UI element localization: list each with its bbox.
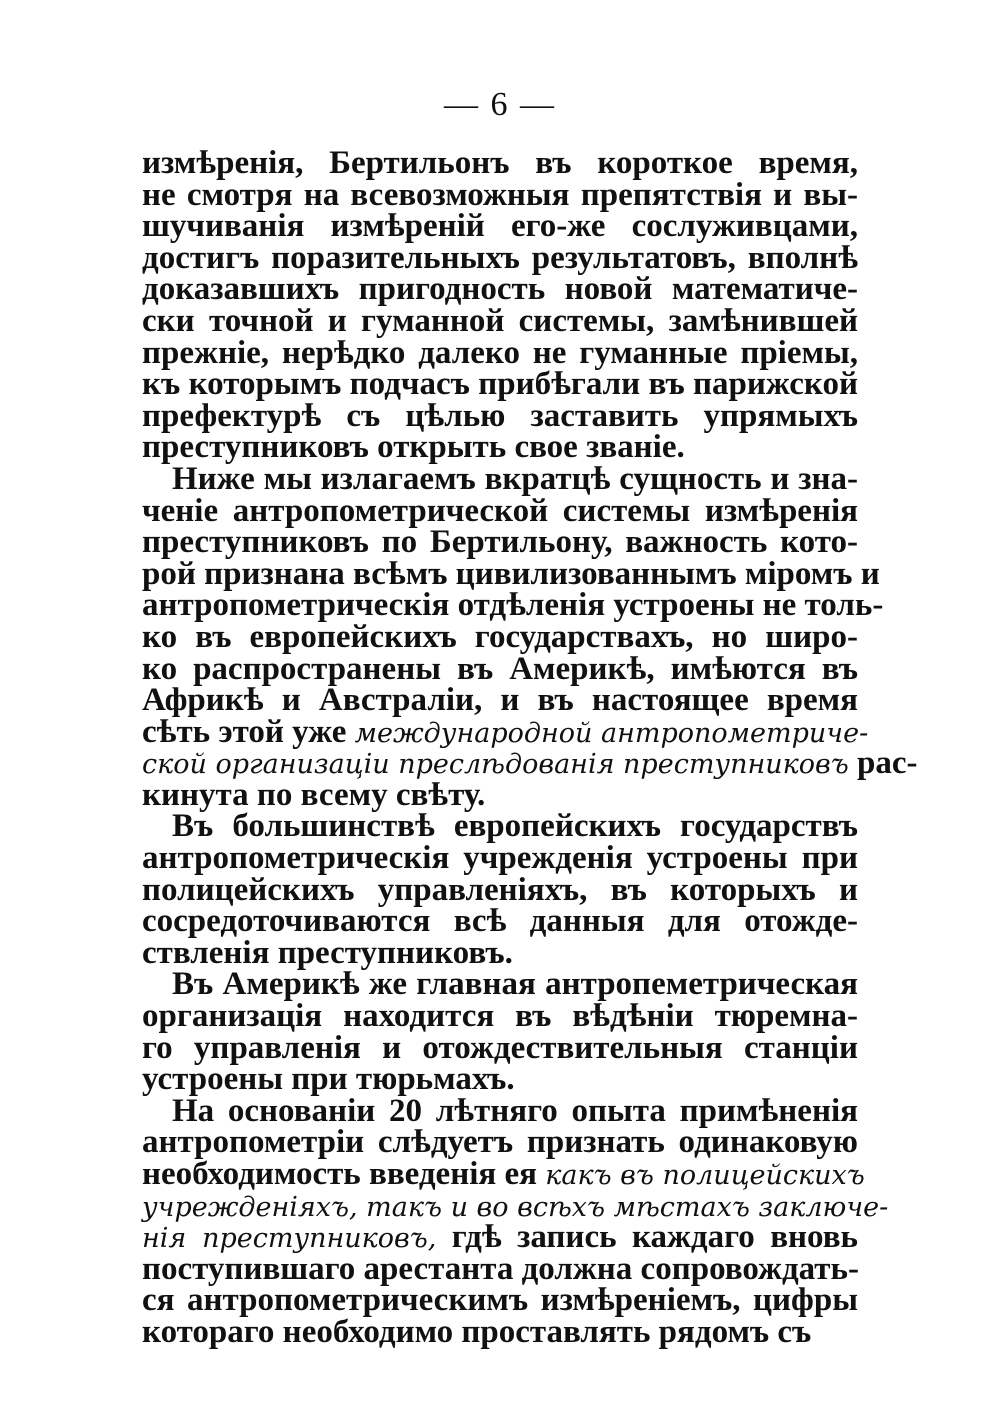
text-segment: сѣть этой уже [142,713,355,750]
text-line [142,555,880,592]
text-line [142,840,858,877]
text-segment: организація находится въ вѣдѣніи тюремна- [142,998,858,1035]
text-line [142,871,858,908]
italic-segment: ской организаціи преслѣдованія преступниковъ [142,749,849,781]
text-segment: достигъ поразительныхъ результатовъ, вполнѣ [142,239,858,276]
text-line [142,1029,858,1066]
italic-segment: какъ въ полицейскихъ [545,1160,865,1191]
text-line [142,397,858,434]
text-line [142,1124,858,1161]
paragraph [142,1092,889,1350]
text-line [142,776,858,813]
paragraph [142,145,858,466]
text-line [142,966,858,1003]
text-line [142,587,884,624]
text-line [142,208,858,245]
text-segment: Ниже мы излагаемъ вкратцѣ сущность и зна- [172,460,858,497]
italic-segment: нія преступниковъ, [142,1223,437,1255]
text-segment: ствленія преступниковъ. [142,934,513,971]
text-segment: антропометрическія учрежденія устроены при [142,840,858,877]
text-segment: антропометрическія отдѣленія устроены не толь- [142,587,884,624]
text-segment: полицейскихъ управленіяхъ, въ которыхъ и [142,871,858,908]
text-line [142,1313,858,1350]
text-segment: измѣренія, Бертильонъ въ короткое время, [142,145,858,181]
text-segment: доказавшихъ пригодность новой математиче- [142,271,858,308]
text-line [142,618,858,655]
text-segment: котораго необходимо проставлять рядомъ съ [142,1313,812,1350]
paragraph [142,966,858,1098]
paragraph [142,460,918,813]
paragraph [142,808,858,971]
text-segment: не смотря на всевозможныя препятствія и вы- [142,176,858,213]
text-segment: ченіе антропометрической системы измѣренія [142,492,858,529]
text-line [142,808,858,845]
text-line [142,334,858,371]
text-segment: къ которымъ подчасъ прибѣгали въ парижской [142,366,858,403]
italic-segment: учрежденіяхъ, такъ и во всѣхъ мѣстахъ заключе- [142,1191,889,1223]
text-segment: Въ большинствѣ европейскихъ государствъ [172,808,858,845]
text-line [142,682,858,719]
text-segment: устроены при тюрьмахъ. [142,1061,515,1098]
text-segment: антропометріи слѣдуетъ признать одинаковую [142,1124,858,1161]
text-segment: рас- [848,745,918,782]
body-text [142,145,918,1350]
text-segment: преступниковъ открыть свое званіе. [142,429,685,466]
text-line [142,271,858,308]
text-line [142,903,858,940]
text-line [142,1282,858,1319]
text-line [142,176,858,213]
text-line [142,239,858,276]
text-line [142,1061,858,1098]
text-line [142,460,858,497]
text-line [142,1092,858,1129]
text-segment: рой признана всѣмъ цивилизованнымъ міромъ и [142,555,880,592]
text-line [142,1250,859,1287]
text-line [142,934,858,971]
text-line [142,492,858,529]
text-line [142,650,858,687]
page-number: — 6 — [444,86,556,123]
text-line [142,145,858,181]
text-segment: ко въ европейскихъ государствахъ, но широ- [142,618,858,655]
text-segment: Африкѣ и Австраліи, и въ настоящее время [142,682,858,719]
italic-segment: международной антропометриче- [354,717,869,749]
text-segment: необходимость введенія ея [142,1156,546,1192]
text-segment: ко распространены въ Америкѣ, имѣются въ [142,650,858,687]
text-line [142,745,918,782]
text-line [142,998,858,1035]
text-segment: прежніе, нерѣдко далеко не гуманные пріемы, [142,334,858,371]
text-line [142,1191,889,1223]
text-line [142,366,858,403]
text-line [142,524,858,561]
text-segment: гдѣ запись каждаго вновь [436,1219,859,1256]
text-line [142,1156,865,1192]
text-segment: сосредоточиваются всѣ данныя для отожде- [142,903,858,940]
text-segment: кинута по всему свѣту. [142,776,486,813]
text-line [142,302,858,339]
text-line [142,713,869,750]
text-segment: На основаніи 20 лѣтняго опыта примѣненія [172,1092,858,1129]
text-line [142,1219,859,1256]
text-segment: преступниковъ по Бертильону, важность кото- [142,524,858,561]
text-segment: поступившаго арестанта должна сопровождать- [142,1250,859,1287]
text-segment: го управленія и отождествительныя станціи [142,1029,858,1066]
text-segment: префектурѣ съ цѣлью заставить упрямыхъ [142,397,858,434]
text-segment: ски точной и гуманной системы, замѣнившей [142,302,858,339]
text-segment: Въ Америкѣ же главная антропеметрическая [172,966,858,1003]
text-segment: шучиванія измѣреній его-же сослуживцами, [142,208,858,245]
text-segment: ся антропометрическимъ измѣреніемъ, цифры [142,1282,858,1319]
text-line [142,429,858,466]
